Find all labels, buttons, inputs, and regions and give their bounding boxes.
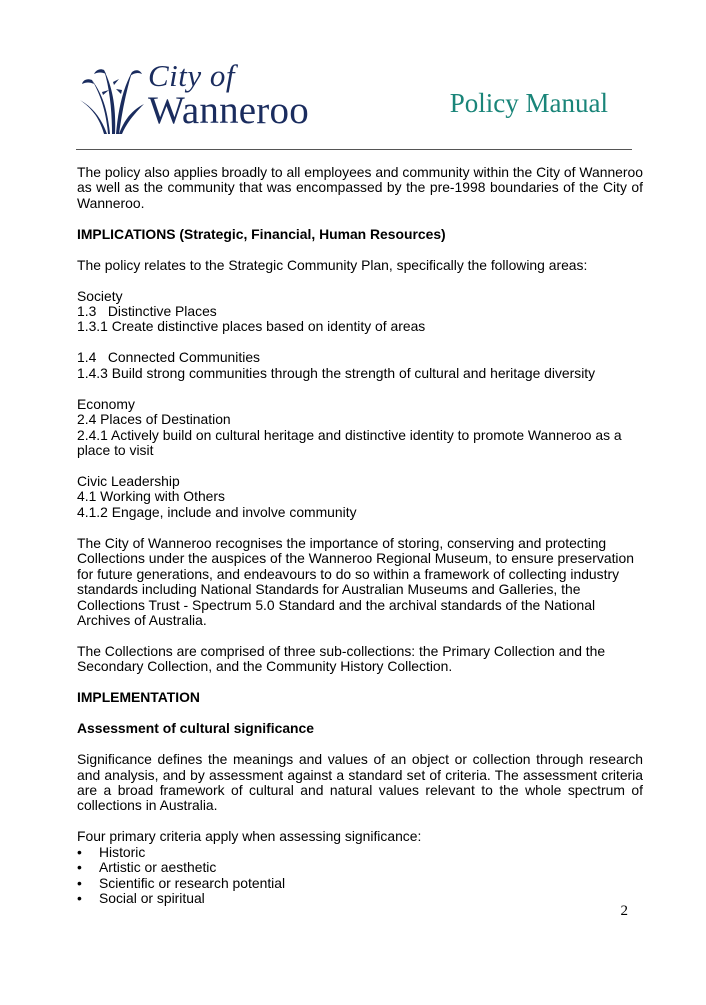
economy-line: 2.4.1 Actively build on cultural heritage and distinctive identity to promote Wanneroo as a place to visit <box>77 426 622 459</box>
recognises-paragraph: The City of Wanneroo recognises the importance of storing, conserving and protecting Collections under the auspices of the Wanneroo Regional Museum, to ensure preservation for future generations, and endeavours to do so within a framework of collecting industry standards including National Standards for Australian Museums and Galleries, the Collections Trust - Spectrum 5.0 Standard and the archival standards of the National Archives of Australia. <box>77 534 634 629</box>
civic-line: Civic Leadership <box>77 472 180 489</box>
list-item: • Artistic or aesthetic <box>77 859 217 876</box>
list-item: • Historic <box>77 843 146 860</box>
significance-paragraph: Significance defines the meanings and values of an object or collection through research and analysis, and by assessment against a standard set of criteria. The assessment criteria are a broad framework of cultural and natural values relevant to the whole spectrum of collections in Australia. <box>77 751 643 814</box>
relates-paragraph: The policy relates to the Strategic Community Plan, specifically the following areas: <box>77 256 588 273</box>
society-line: 1.3.1 Create distinctive places based on identity of areas <box>77 318 426 335</box>
civic-block <box>77 474 643 520</box>
economy-block <box>77 397 643 459</box>
civic-line: 4.1.2 Engage, include and involve community <box>77 503 357 520</box>
implications-heading: IMPLICATIONS (Strategic, Financial, Human Resources) <box>77 225 446 242</box>
connected-line: 1.4 Connected Communities <box>77 349 260 366</box>
intro-paragraph: The policy also applies broadly to all employees and community within the City of Wanneroo as well as the community that was encompassed by the pre-1998 boundaries of the City of Wanneroo. <box>77 164 643 211</box>
list-item: • Social or spiritual <box>77 890 205 907</box>
bullet-icon: • <box>77 874 82 891</box>
logo-text-wanneroo: Wanneroo <box>148 89 309 132</box>
economy-line: Economy <box>77 395 135 412</box>
civic-line: 4.1 Working with Others <box>77 488 225 505</box>
society-line: Society <box>77 287 123 304</box>
society-block <box>77 289 643 335</box>
logo-text-city-of: City of <box>148 58 236 93</box>
document-body <box>77 165 643 907</box>
wanneroo-plant-icon <box>78 64 148 136</box>
implementation-heading: IMPLEMENTATION <box>77 689 200 706</box>
economy-line: 2.4 Places of Destination <box>77 411 231 428</box>
list-item: • Scientific or research potential <box>77 874 286 891</box>
connected-line: 1.4.3 Build strong communities through the strength of cultural and heritage diversity <box>77 364 596 381</box>
city-of-wanneroo-logo <box>78 58 328 138</box>
bullet-icon: • <box>77 843 82 860</box>
society-line: 1.3 Distinctive Places <box>77 303 217 320</box>
collections-paragraph: The Collections are comprised of three sub-collections: the Primary Collection and the Secondary Collection, and the Community History Collection. <box>77 642 606 675</box>
bullet-icon: • <box>77 859 82 876</box>
bullet-icon: • <box>77 890 82 907</box>
connected-block <box>77 350 643 381</box>
page-number: 2 <box>620 903 628 919</box>
criteria-intro: Four primary criteria apply when assessing significance: <box>77 828 422 845</box>
header-divider <box>76 149 632 150</box>
policy-manual-title: Policy Manual <box>449 88 608 118</box>
assessment-heading: Assessment of cultural significance <box>77 720 314 737</box>
criteria-list <box>77 845 643 907</box>
